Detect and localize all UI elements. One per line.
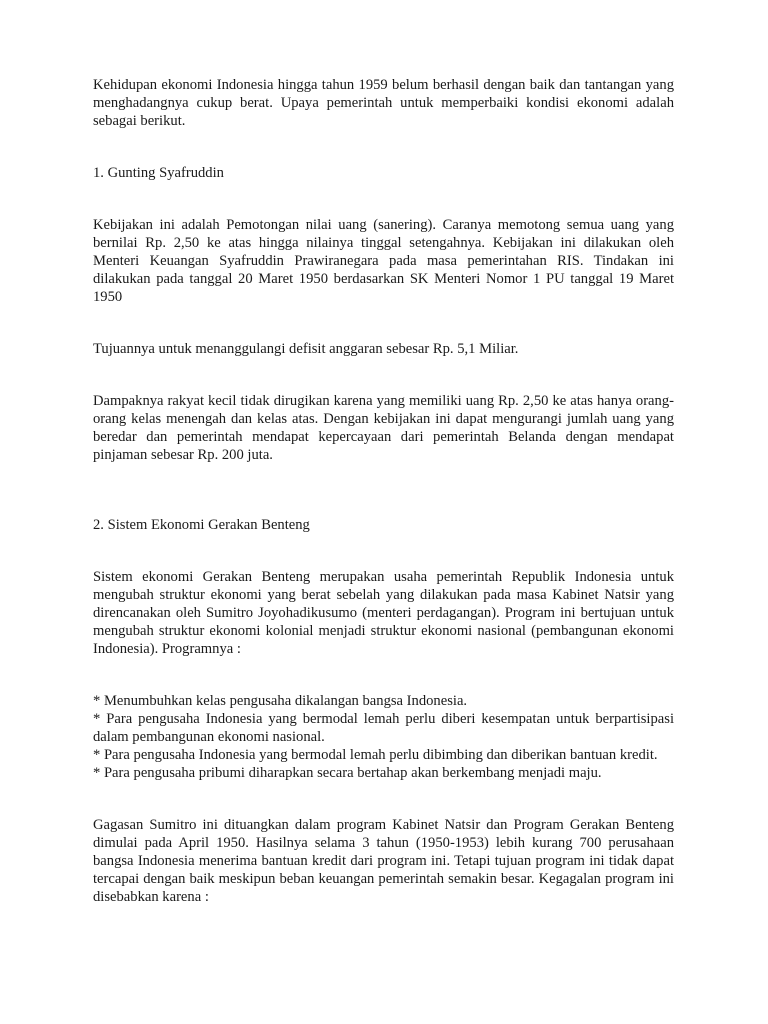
- intro-paragraph: Kehidupan ekonomi Indonesia hingga tahun 1959 belum berhasil dengan baik dan tantangan yang menghadangnya cukup berat. Upaya pemerintah untuk memperbaiki kondisi ekonomi adalah sebagai berikut.: [93, 77, 674, 129]
- spacer: [93, 658, 674, 692]
- spacer: [93, 534, 674, 568]
- section1-paragraph-1: Kebijakan ini adalah Pemotongan nilai uang (sanering). Caranya memotong semua uang yang bernilai Rp. 2,50 ke atas hingga nilainya tinggal setengahnya. Kebijakan ini dilakukan oleh Menteri Keuangan Syafruddin Prawiranegara pada masa pemerintahan RIS. Tindakan ini dilakukan pada tanggal 20 Maret 1950 berdasarkan SK Menteri Nomor 1 PU tanggal 19 Maret 1950: [93, 217, 674, 305]
- list-item: * Para pengusaha Indonesia yang bermodal lemah perlu diberi kesempatan untuk berpartisipasi dalam pembangunan ekonomi nasional.: [93, 711, 674, 745]
- spacer: [93, 130, 674, 164]
- section2-heading: 2. Sistem Ekonomi Gerakan Benteng: [93, 517, 310, 533]
- list-item: * Para pengusaha Indonesia yang bermodal lemah perlu dibimbing dan diberikan bantuan kredit.: [93, 747, 658, 763]
- list-item: * Para pengusaha pribumi diharapkan secara bertahap akan berkembang menjadi maju.: [93, 765, 602, 781]
- section2-closing-paragraph: Gagasan Sumitro ini dituangkan dalam program Kabinet Natsir dan Program Gerakan Benteng dimulai pada April 1950. Hasilnya selama 3 tahun (1950-1953) lebih kurang 700 perusahaan bangsa Indonesia menerima bantuan kredit dari program ini. Tetapi tujuan program ini tidak dapat tercapai dengan baik meskipun beban keuangan pemerintah semakin besar. Kegagalan program ini disebabkan karena :: [93, 817, 674, 905]
- section1-paragraph-3: Dampaknya rakyat kecil tidak dirugikan karena yang memiliki uang Rp. 2,50 ke atas hanya orang-orang kelas menengah dan kelas atas. Dengan kebijakan ini dapat mengurangi jumlah uang yang beredar dan pemerintah mendapat kepercayaan dari pemerintah Belanda dengan mendapat pinjaman sebesar Rp. 200 juta.: [93, 393, 674, 463]
- spacer: [93, 306, 674, 340]
- section2-intro-paragraph: Sistem ekonomi Gerakan Benteng merupakan usaha pemerintah Republik Indonesia untuk mengubah struktur ekonomi yang berat sebelah yang dilakukan pada masa Kabinet Natsir yang direncanakan oleh Sumitro Joyohadikusumo (menteri perdagangan). Program ini bertujuan untuk mengubah struktur ekonomi kolonial menjadi struktur ekonomi nasional (pembangunan ekonomi Indonesia). Programnya :: [93, 569, 674, 657]
- section1-heading: 1. Gunting Syafruddin: [93, 165, 224, 181]
- spacer: [93, 782, 674, 816]
- list-item: * Menumbuhkan kelas pengusaha dikalangan bangsa Indonesia.: [93, 693, 468, 709]
- spacer: [93, 358, 674, 392]
- document-page: [93, 76, 674, 906]
- section1-paragraph-2: Tujuannya untuk menanggulangi defisit anggaran sebesar Rp. 5,1 Miliar.: [93, 341, 519, 357]
- spacer: [93, 182, 674, 216]
- spacer: [93, 464, 674, 516]
- program-list: [93, 692, 674, 782]
